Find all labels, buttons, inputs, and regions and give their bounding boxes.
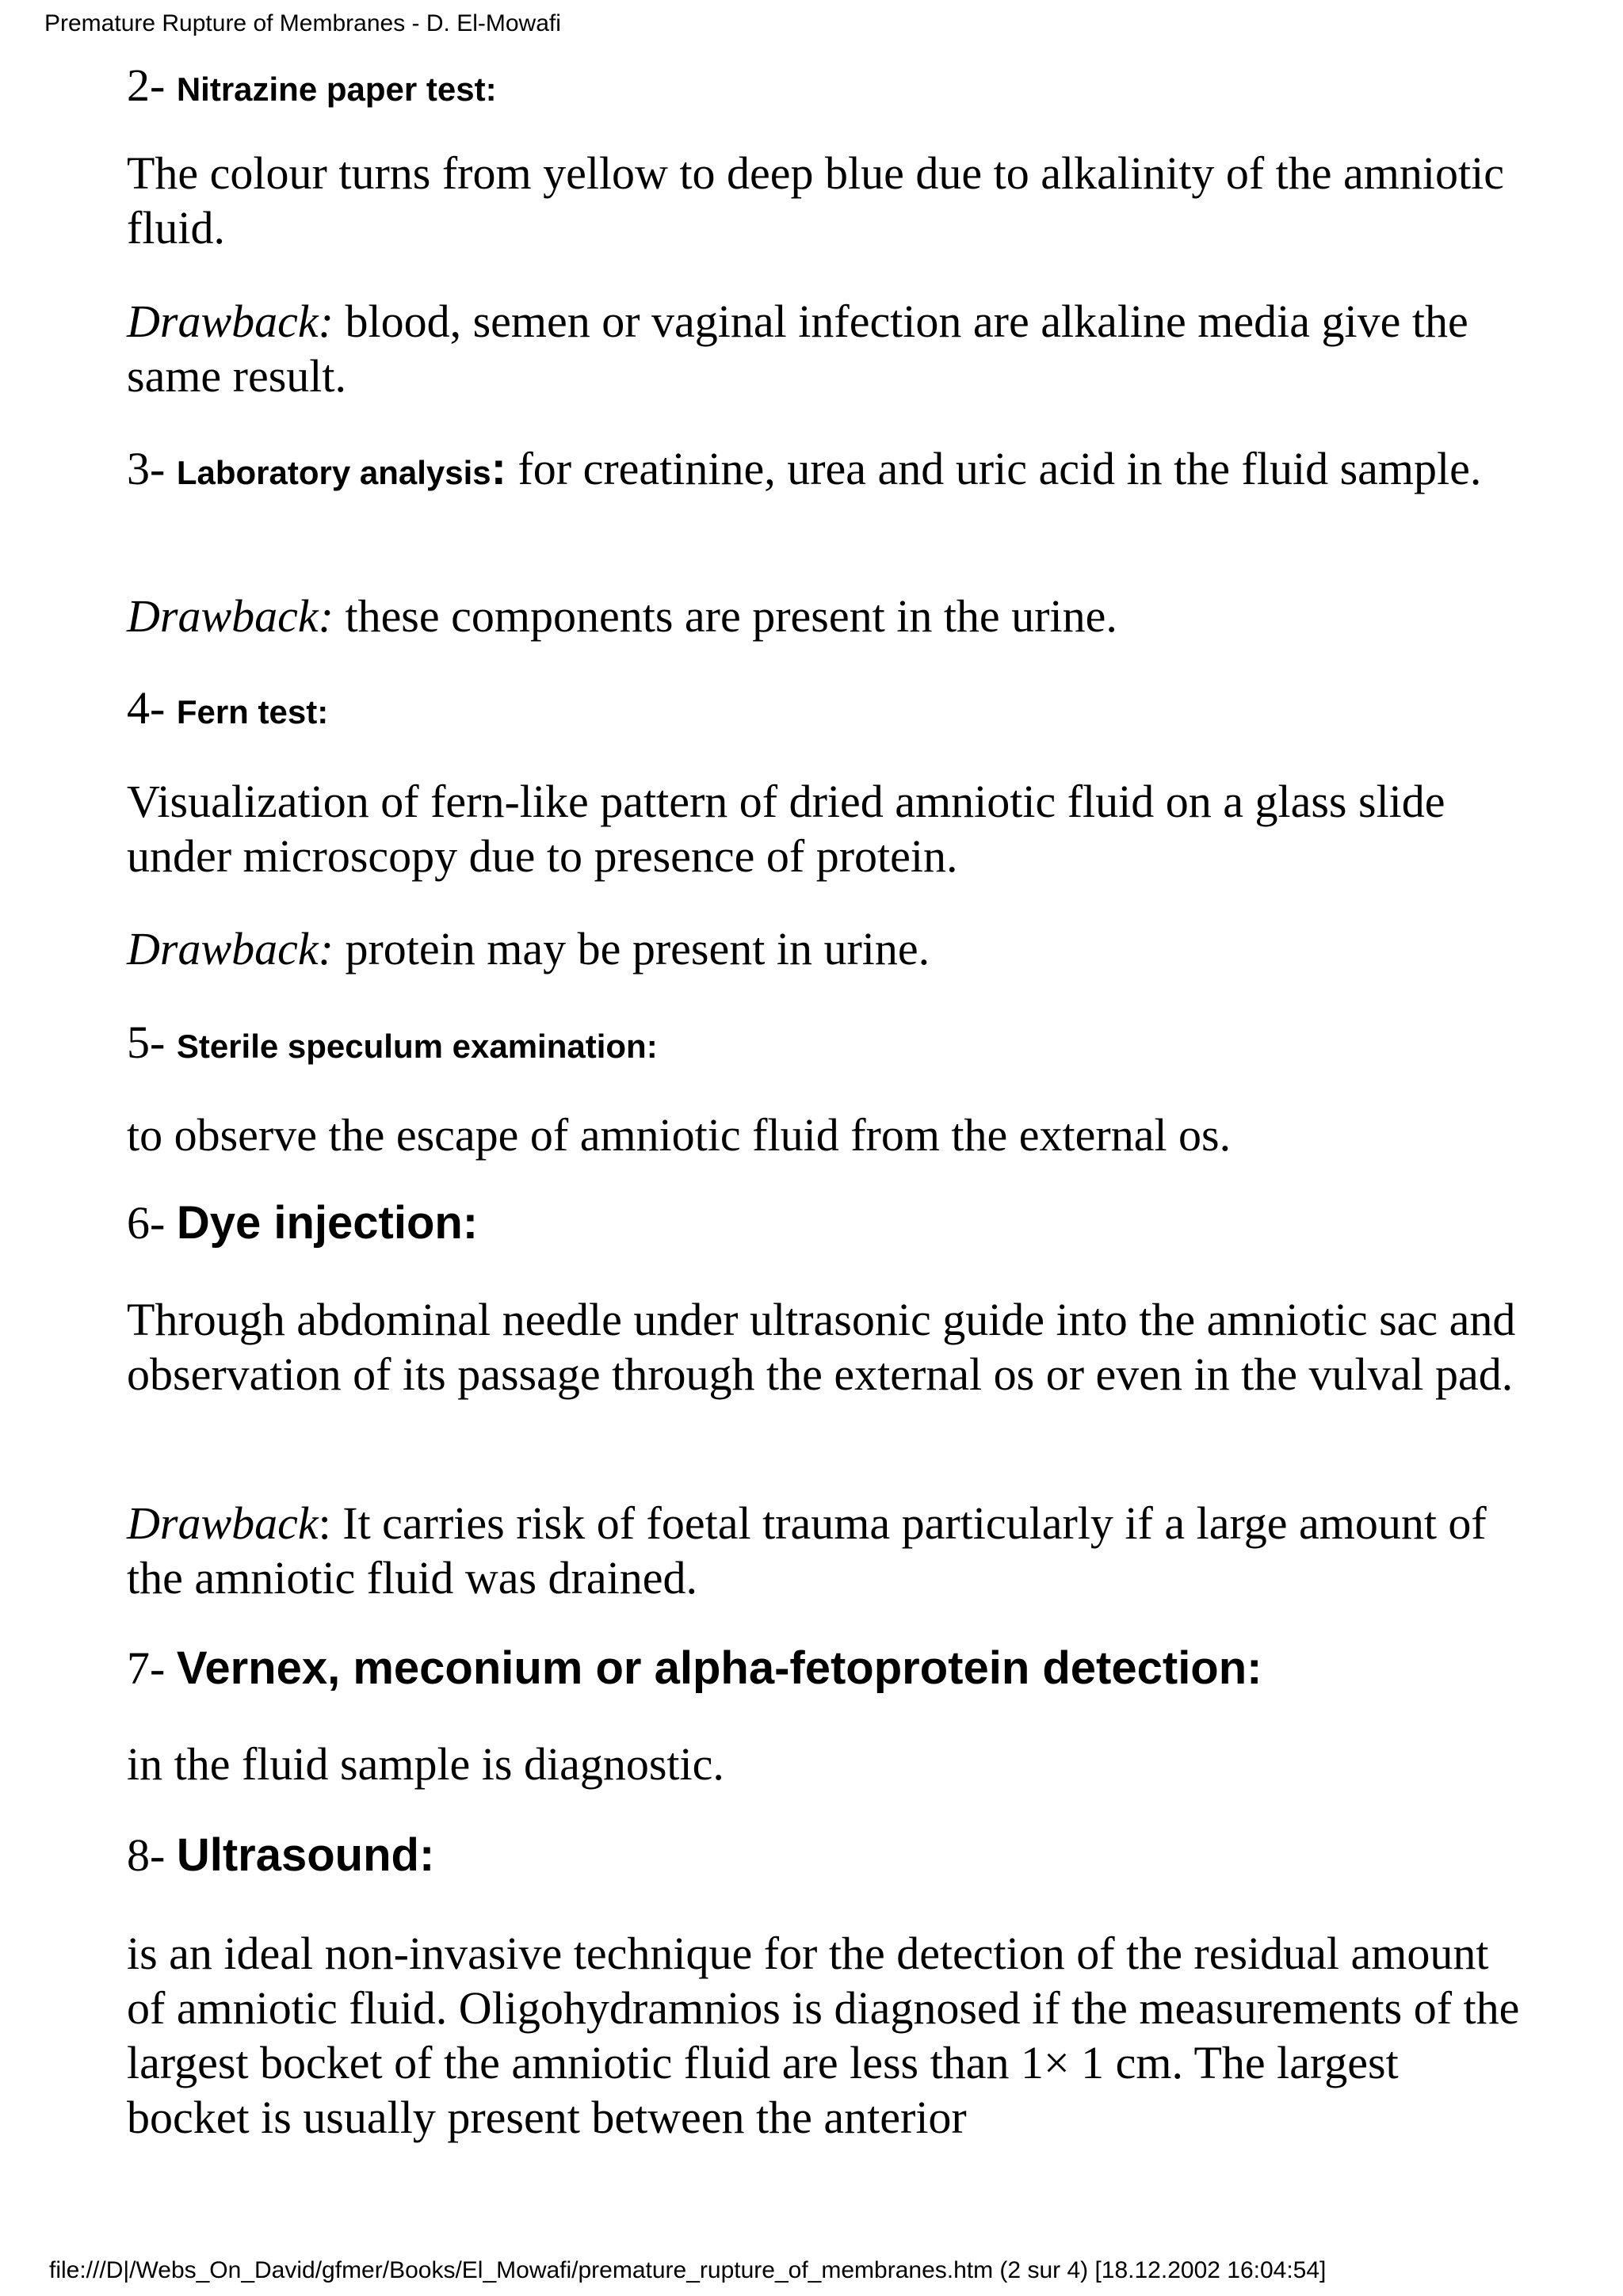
section-7-text: in the fluid sample is diagnostic. [127, 1738, 724, 1790]
drawback-text: blood, semen or vaginal infection are alkaline media give the same result. [127, 296, 1468, 402]
section-5-text: to observe the escape of amniotic fluid from the external os. [127, 1109, 1232, 1161]
section-8-heading [127, 1829, 434, 1882]
section-number: 2- [127, 59, 177, 111]
drawback-label: Drawback: [127, 590, 334, 642]
section-3-heading [127, 441, 1522, 500]
section-2-drawback [127, 294, 1522, 403]
section-2-text: The colour turns from yellow to deep blue due to alkalinity of the amniotic fluid. [127, 147, 1504, 254]
section-number: 4- [127, 682, 177, 734]
drawback-text: : It carries risk of foetal trauma particularly if a large amount of the amniotic fluid was drained. [127, 1497, 1487, 1604]
section-5-heading [127, 1016, 658, 1069]
section-label: Vernex, meconium or alpha-fetoprotein detection: [176, 1642, 1262, 1694]
section-4-heading [127, 681, 328, 734]
section-label: Sterile speculum examination: [176, 1028, 658, 1065]
drawback-label: Drawback: [127, 296, 334, 347]
section-4-text: Visualization of fern-like pattern of dried amniotic fluid on a glass slide under microscopy due to presence of protein. [127, 776, 1445, 882]
drawback-text: these components are present in the urine. [333, 590, 1117, 642]
section-text: for creatinine, urea and uric acid in the fluid sample. [506, 443, 1482, 494]
section-number: 7- [127, 1642, 177, 1694]
section-label: Ultrasound: [176, 1829, 435, 1881]
section-4-drawback [127, 921, 1522, 976]
section-7-heading [127, 1642, 1262, 1695]
section-number: 5- [127, 1016, 177, 1068]
section-3-drawback [127, 589, 1522, 643]
section-6-text: Through abdominal needle under ultrasonic guide into the amniotic sac and observation of its passage through the external os or even in the vulval pad. [127, 1294, 1516, 1400]
section-label: Dye injection: [176, 1197, 479, 1249]
section-8-text: is an ideal non-invasive technique for the detection of the residual amount of amniotic fluid. Oligohydramnios is diagnosed if the measurements of the largest bocket of the amniotic fluid are less than 1× 1 cm. The largest bocket is usually present between the anterior [127, 1928, 1520, 2143]
section-6-drawback [127, 1496, 1522, 1605]
section-label: Laboratory analysis [176, 454, 491, 491]
section-6-heading [127, 1196, 478, 1249]
drawback-label: Drawback: [127, 923, 334, 974]
drawback-text: protein may be present in urine. [333, 923, 930, 974]
page-header: Premature Rupture of Membranes - D. El-Mowafi [44, 10, 561, 36]
section-label-colon: : [491, 443, 506, 494]
section-number: 6- [127, 1197, 177, 1249]
section-label: Nitrazine paper test: [176, 71, 497, 108]
section-number: 8- [127, 1829, 177, 1881]
section-2-heading [127, 59, 497, 112]
section-label: Fern test: [176, 693, 329, 730]
page-footer-path: file:///D|/Webs_On_David/gfmer/Books/El_Mowafi/premature_rupture_of_membranes.htm (2 sur 4) [18.12.2002 16:04:54] [49, 2257, 1327, 2283]
section-number: 3- [127, 443, 177, 494]
drawback-label: Drawback [127, 1497, 319, 1549]
